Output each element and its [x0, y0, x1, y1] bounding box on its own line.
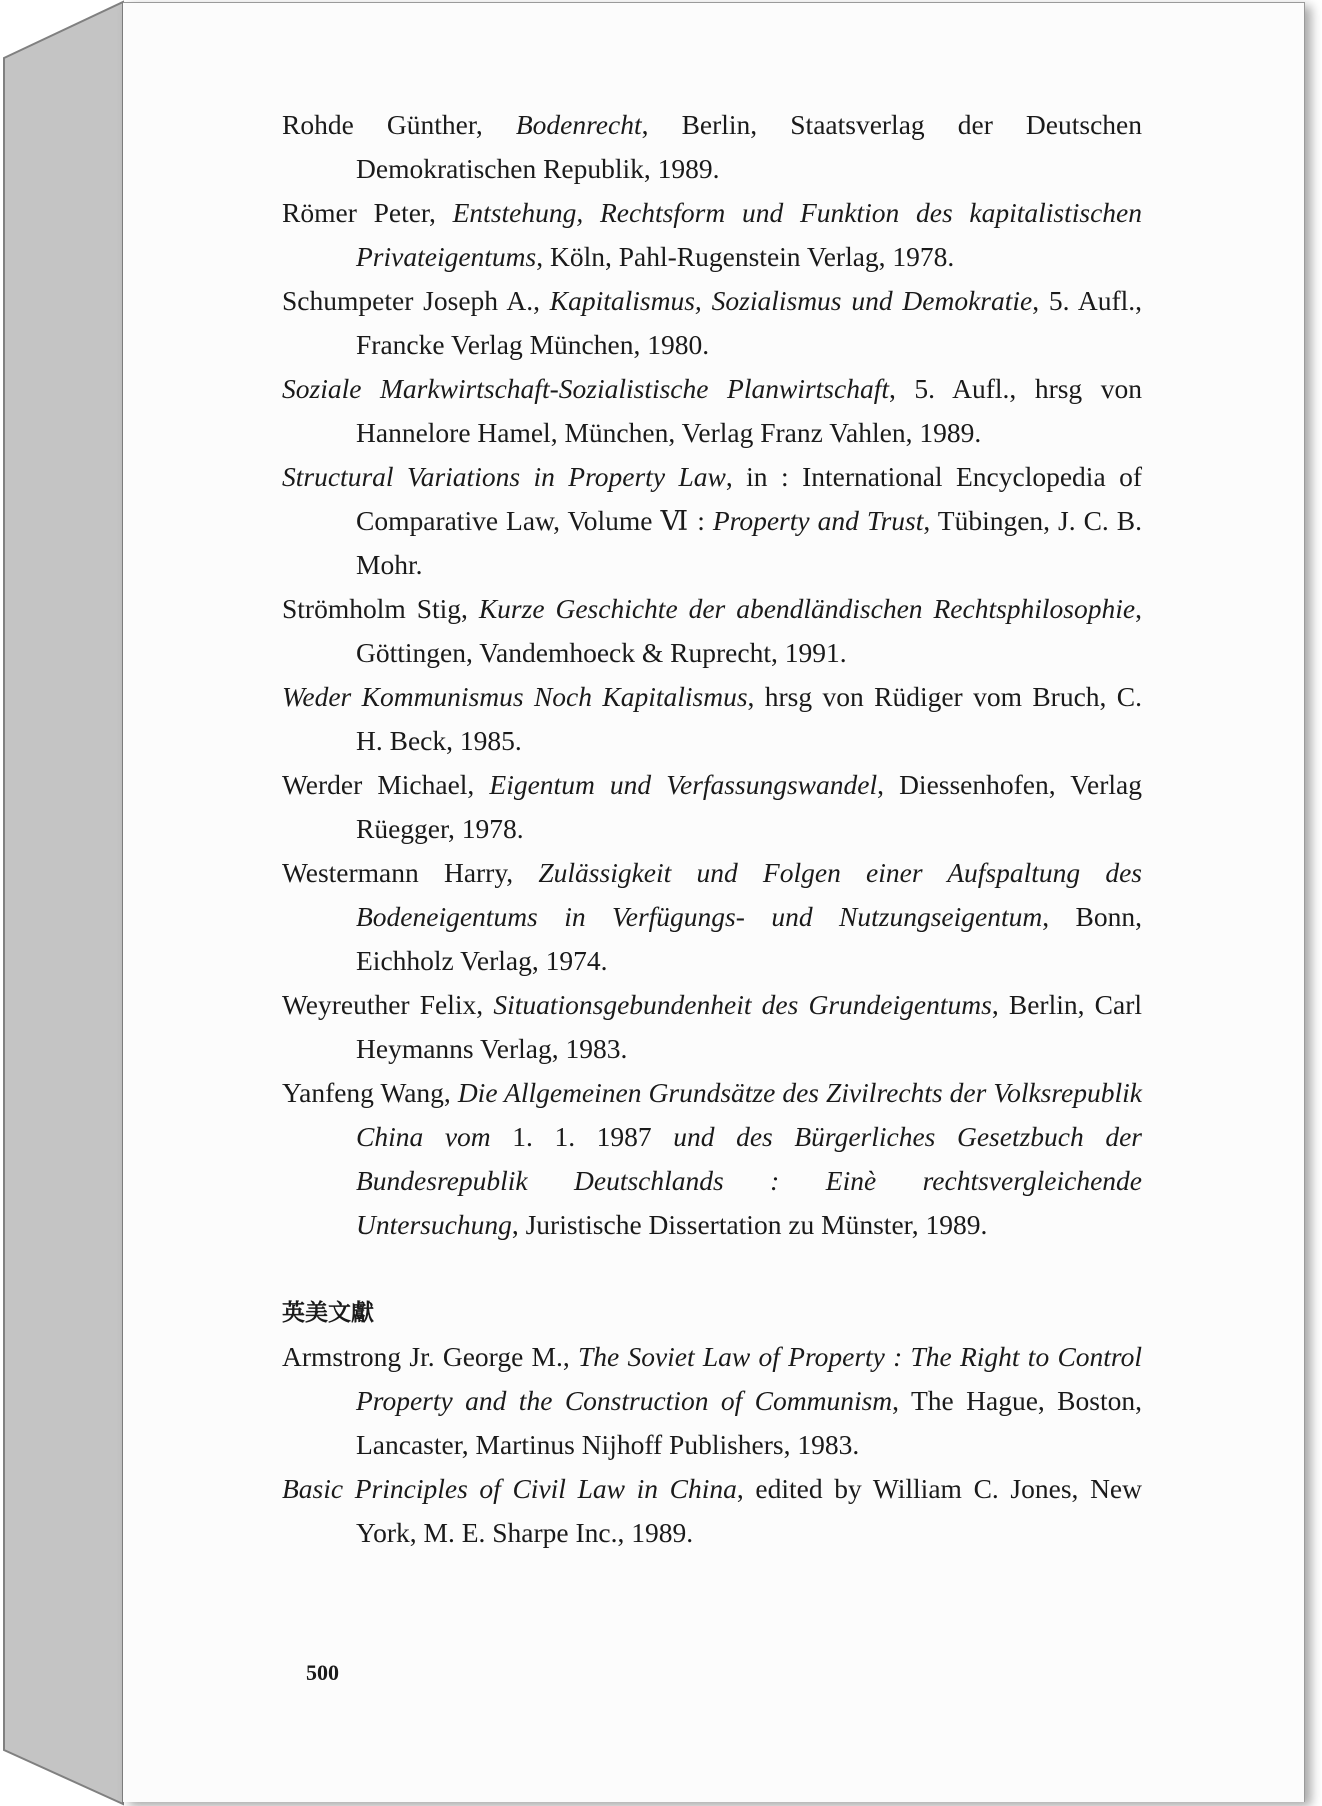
reference-entry	[282, 103, 1142, 191]
reference-text: , Köln, Pahl-Rugenstein Verlag, 1978.	[536, 241, 955, 272]
reference-entry	[282, 1071, 1142, 1247]
reference-entry	[282, 675, 1142, 763]
reference-text: , Diessenhofen, Verlag Rüegger, 1978.	[356, 769, 1142, 844]
reference-entry	[282, 587, 1142, 675]
reference-text: Weyreuther Felix,	[282, 989, 494, 1020]
reference-text: , Bonn, Eichholz Verlag, 1974.	[356, 901, 1143, 976]
reference-title: The Soviet Law of Property : The Right to Control Property and the Construction of Communism	[356, 1341, 1142, 1416]
reference-title: Bodenrecht	[515, 109, 642, 140]
reference-text: Strömholm Stig,	[282, 593, 479, 624]
reference-title: Property and Trust	[712, 505, 924, 536]
german-references-list	[282, 103, 1142, 1247]
reference-text: , Berlin, Carl Heymanns Verlag, 1983.	[356, 989, 1142, 1064]
reference-text: , edited by William C. Jones, New York, M. E. Sharpe Inc., 1989.	[356, 1473, 1142, 1548]
reference-title: Kurze Geschichte der abendländischen Rechtsphilosophie	[478, 593, 1136, 624]
reference-text: , Berlin, Staatsverlag der Deutschen Demokratischen Republik, 1989.	[356, 109, 1142, 184]
reference-title: Soziale Markwirtschaft-Sozialistische Planwirtschaft	[282, 373, 889, 404]
reference-title: Entstehung, Rechtsform und Funktion des kapitalistischen Privateigentums	[356, 197, 1143, 272]
reference-entry	[282, 983, 1142, 1071]
reference-title: Basic Principles of Civil Law in China	[282, 1473, 737, 1504]
reference-title: Kapitalismus, Sozialismus und Demokratie	[549, 285, 1033, 316]
reference-title: Die Allgemeinen Grundsätze des Zivilrechts der Volksrepublik China vom	[356, 1077, 1143, 1152]
reference-text: Armstrong Jr. George M.,	[282, 1341, 578, 1372]
reference-text: Yanfeng Wang,	[282, 1077, 458, 1108]
reference-text: Römer Peter,	[282, 197, 453, 228]
reference-text: Schumpeter Joseph A.,	[282, 285, 550, 316]
reference-entry	[282, 1335, 1142, 1467]
reference-entry	[282, 455, 1142, 587]
reference-title: und des Bürgerliches Gesetzbuch der Bundesrepublik Deutschlands : Einè rechtsvergleichende Untersuchung	[356, 1121, 1142, 1240]
reference-text: , The Hague, Boston, Lancaster, Martinus Nijhoff Publishers, 1983.	[356, 1385, 1142, 1460]
reference-text: , in : International Encyclopedia of Comparative Law, Volume Ⅵ :	[356, 461, 1142, 536]
reference-text: , Tübingen, J. C. B. Mohr.	[356, 505, 1142, 580]
reference-text: , 5. Aufl., hrsg von Hannelore Hamel, München, Verlag Franz Vahlen, 1989.	[356, 373, 1142, 448]
section-heading-english-references: 英美文獻	[282, 1300, 374, 1326]
page-number: 500	[306, 1660, 339, 1685]
bibliography	[282, 103, 1142, 1555]
reference-entry	[282, 367, 1142, 455]
reference-text: Rohde Günther,	[282, 109, 516, 140]
reference-entry	[282, 851, 1142, 983]
english-references-list	[282, 1335, 1142, 1555]
reference-entry	[282, 279, 1142, 367]
reference-text: 1. 1. 1987	[512, 1121, 674, 1152]
reference-text: , 5. Aufl., Francke Verlag München, 1980.	[356, 285, 1142, 360]
reference-title: Situationsgebundenheit des Grundeigentums	[493, 989, 992, 1020]
reference-text: , Göttingen, Vandemhoeck & Ruprecht, 1991.	[356, 593, 1142, 668]
reference-text: , hrsg von Rüdiger vom Bruch, C. H. Beck, 1985.	[356, 681, 1142, 756]
reference-entry	[282, 191, 1142, 279]
reference-entry	[282, 763, 1142, 851]
reference-text: Werder Michael,	[282, 769, 490, 800]
reference-entry	[282, 1467, 1142, 1555]
reference-title: Zulässigkeit und Folgen einer Aufspaltung des Bodeneigentums in Verfügungs- und Nutzungseigentum	[356, 857, 1142, 932]
reference-title: Structural Variations in Property Law	[282, 461, 726, 492]
reference-title: Weder Kommunismus Noch Kapitalismus	[282, 681, 748, 712]
reference-text: Westermann Harry,	[282, 857, 539, 888]
reference-title: Eigentum und Verfassungswandel	[489, 769, 878, 800]
reference-text: , Juristische Dissertation zu Münster, 1989.	[511, 1209, 988, 1240]
